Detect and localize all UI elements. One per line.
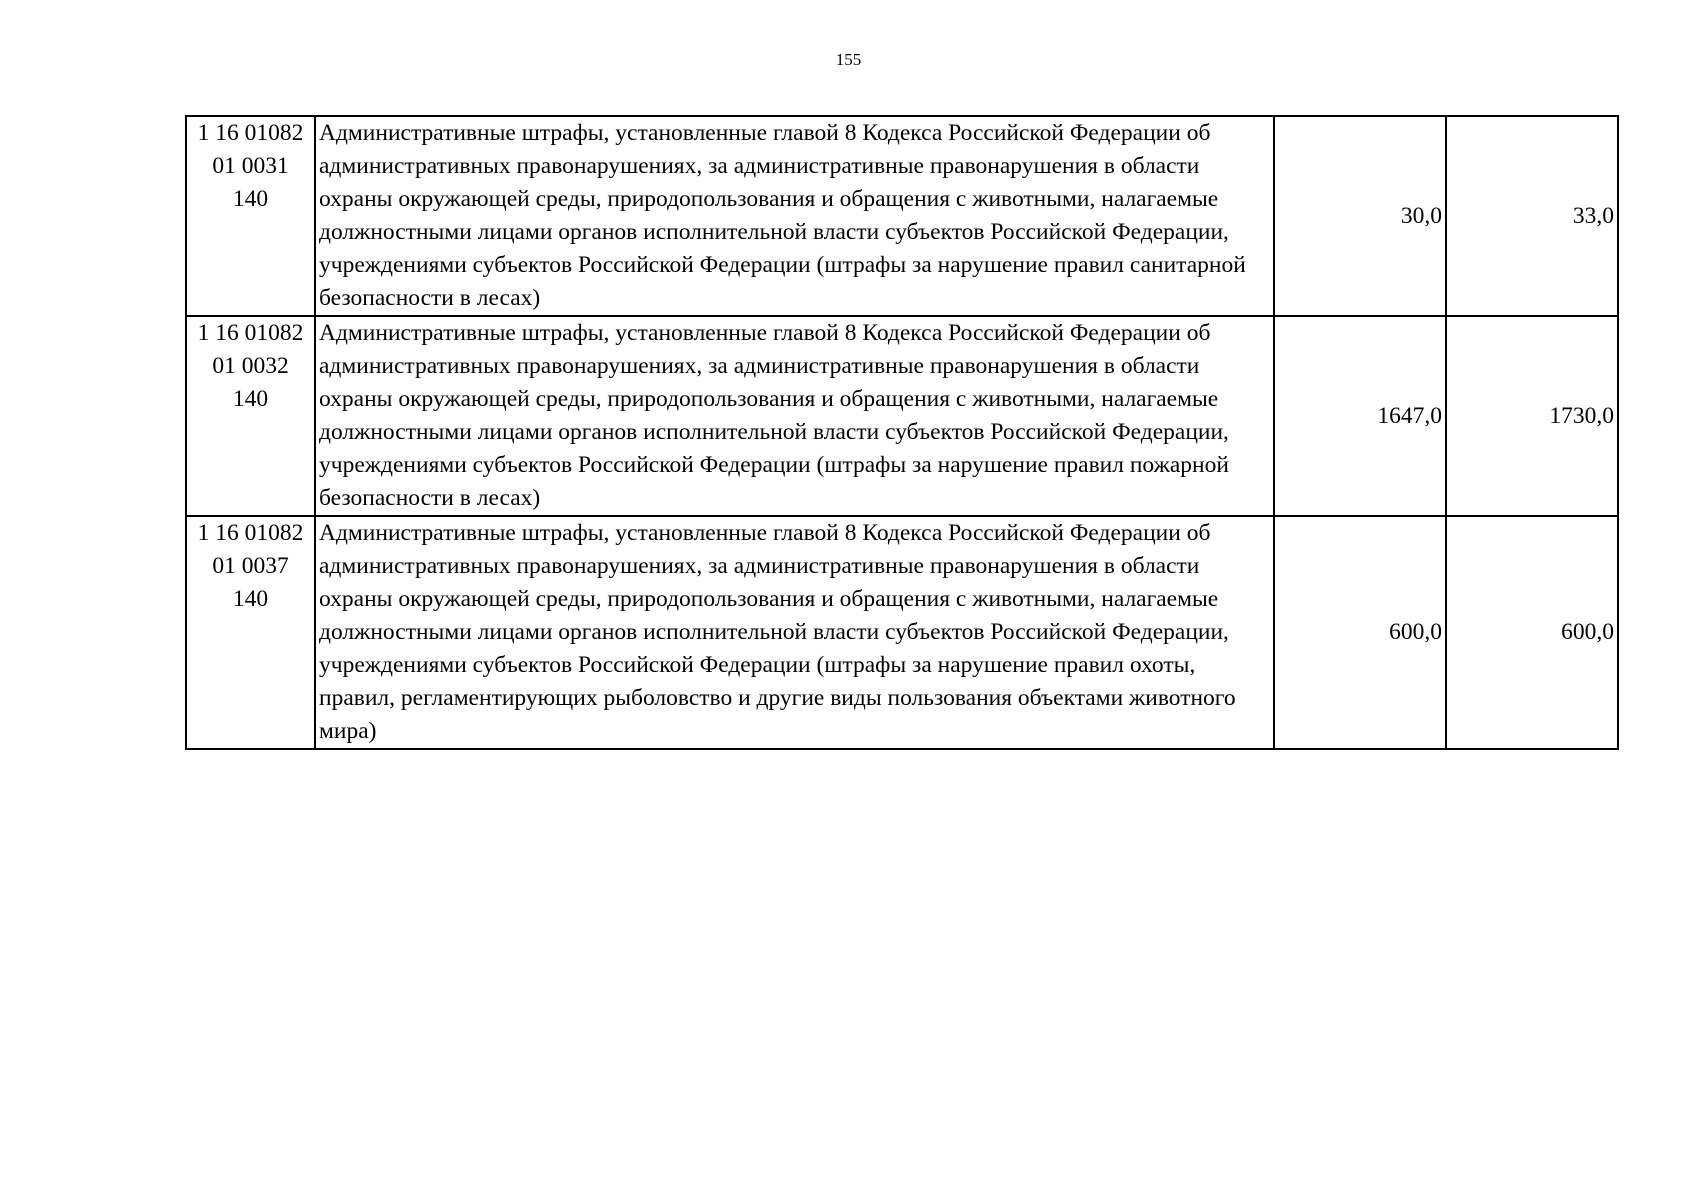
value-cell-1: 600,0 [1274, 516, 1446, 749]
table-row [186, 116, 1618, 316]
value-cell-2: 600,0 [1446, 516, 1618, 749]
value-cell-2: 33,0 [1446, 116, 1618, 316]
page-number: 155 [835, 50, 862, 69]
table-row [186, 316, 1618, 516]
value-cell-2: 1730,0 [1446, 316, 1618, 516]
value-cell-1: 1647,0 [1274, 316, 1446, 516]
value-cell-1: 30,0 [1274, 116, 1446, 316]
budget-code-cell: 1 16 01082 01 0032 140 [186, 316, 315, 516]
description-cell: Административные штрафы, установленные главой 8 Кодекса Российской Федерации об административных правонарушениях, за административные правонарушения в области охраны окружающей среды, природопользования и обращения с животными, налагаемые должностными лицами органов исполнительной власти субъектов Российской Федерации, учреждениями субъектов Российской Федерации (штрафы за нарушение правил пожарной безопасности в лесах) [315, 316, 1274, 516]
budget-code-cell: 1 16 01082 01 0031 140 [186, 116, 315, 316]
description-cell: Административные штрафы, установленные главой 8 Кодекса Российской Федерации об административных правонарушениях, за административные правонарушения в области охраны окружающей среды, природопользования и обращения с животными, налагаемые должностными лицами органов исполнительной власти субъектов Российской Федерации, учреждениями субъектов Российской Федерации (штрафы за нарушение правил охоты, правил, регламентирующих рыболовство и другие виды пользования объектами животного мира) [315, 516, 1274, 749]
table-row [186, 516, 1618, 749]
budget-table [185, 115, 1619, 750]
budget-code-cell: 1 16 01082 01 0037 140 [186, 516, 315, 749]
description-cell: Административные штрафы, установленные главой 8 Кодекса Российской Федерации об административных правонарушениях, за административные правонарушения в области охраны окружающей среды, природопользования и обращения с животными, налагаемые должностными лицами органов исполнительной власти субъектов Российской Федерации, учреждениями субъектов Российской Федерации (штрафы за нарушение правил санитарной безопасности в лесах) [315, 116, 1274, 316]
